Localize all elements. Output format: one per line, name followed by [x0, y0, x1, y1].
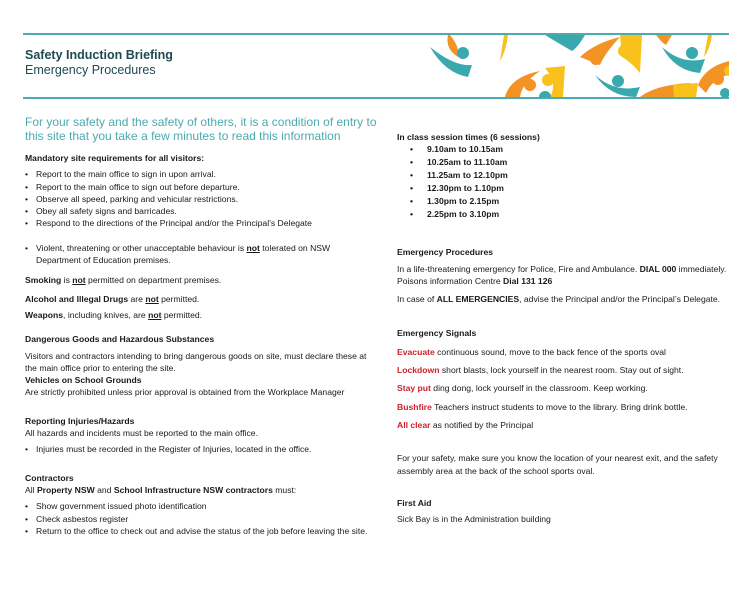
list-item: • Return to the office to check out and advise the status of the job before leaving the site.: [25, 525, 375, 537]
dangerous-goods-heading: Dangerous Goods and Hazardous Substances: [25, 334, 215, 345]
all-emergencies-post: , advise the Principal and/or the Principal’s Delegate.: [519, 294, 721, 305]
session-item: • 1.30pm to 2.15pm: [397, 195, 742, 208]
signal-name: Lockdown: [397, 365, 440, 376]
list-item: • Obey all safety signs and barricades.: [25, 205, 375, 217]
decorative-people-banner: [400, 35, 729, 97]
smoking-line: [25, 274, 375, 286]
vehicles-heading: Vehicles on School Grounds: [25, 375, 142, 386]
injuries-heading: Reporting Injuries/Hazards: [25, 415, 135, 426]
sessions-list: [397, 143, 742, 221]
people-pattern-icon: [400, 35, 729, 97]
procedures-text-end: immediately.: [676, 263, 727, 274]
alcohol-label: Alcohol and Illegal Drugs: [25, 293, 129, 304]
injuries-text: All hazards and incidents must be reported to the main office.: [25, 428, 258, 439]
procedures-line-1: [397, 263, 742, 275]
violence-text-end: tolerated on NSW Department of Education premises.: [36, 242, 331, 266]
intro-text: For your safety and the safety of others, it is a condition of entry to this site that you take a few minutes to read this information: [25, 115, 377, 143]
page-title: Safety Induction Briefing: [25, 48, 173, 62]
poisons-text: Poisons information Centre: [397, 275, 504, 286]
dial-000: DIAL 000: [639, 263, 677, 274]
violence-list: [25, 242, 375, 267]
property-nsw: Property NSW: [36, 484, 95, 495]
all-emergencies: ALL EMERGENCIES: [436, 294, 520, 305]
weapons-line: [25, 309, 375, 321]
not-emphasis: not: [72, 275, 86, 286]
signal-lockdown: [397, 364, 742, 376]
session-item: • 9.10am to 10.15am: [397, 143, 742, 156]
first-aid-text: Sick Bay is in the Administration building: [397, 514, 551, 525]
injuries-list: [25, 443, 375, 455]
not-emphasis: not: [246, 242, 260, 253]
weapons-mid: , including knives, are: [63, 309, 149, 320]
contractors-pre: All: [25, 484, 37, 495]
header-bottom-rule: [23, 97, 729, 99]
list-item: • Show government issued photo identification: [25, 500, 375, 512]
vehicles-text: Are strictly prohibited unless prior approval is obtained from the Workplace Manager: [25, 387, 345, 398]
signal-name: Evacuate: [397, 346, 435, 357]
dangerous-goods-text: Visitors and contractors intending to bring dangerous goods on site, must declare these at the main office prior to entering the site.: [25, 350, 367, 373]
all-emergencies-pre: In case of: [397, 294, 437, 305]
procedures-heading: Emergency Procedures: [397, 247, 494, 258]
list-item: • Report to the main office to sign out before departure.: [25, 181, 375, 193]
procedures-line-3: [397, 293, 742, 305]
school-infrastructure-nsw: School Infrastructure NSW contractors: [113, 484, 273, 495]
signal-all-clear: [397, 419, 742, 431]
sessions-heading: In class session times (6 sessions): [397, 132, 540, 142]
contractors-post: must:: [272, 484, 297, 495]
signal-name: All clear: [397, 419, 431, 430]
weapons-end: permitted.: [161, 309, 203, 320]
alcohol-line: [25, 293, 375, 305]
signal-text: as notified by the Principal: [430, 419, 534, 430]
signal-text: ding dong, lock yourself in the classroom. Keep working.: [430, 383, 648, 394]
not-emphasis: not: [145, 293, 159, 304]
list-item: • Respond to the directions of the Principal and/or the Principal’s Delegate: [25, 217, 375, 229]
signal-evacuate: [397, 346, 742, 358]
page-subtitle: Emergency Procedures: [25, 63, 156, 77]
signal-stay-put: [397, 382, 742, 394]
smoking-end: permitted on department premises.: [85, 275, 222, 286]
alcohol-end: permitted.: [158, 293, 200, 304]
procedures-line-2: [397, 275, 742, 287]
list-item: • Report to the main office to sign in upon arrival.: [25, 168, 375, 180]
violence-item: [25, 242, 375, 267]
list-item: • Injuries must be recorded in the Register of Injuries, located in the office.: [25, 443, 375, 455]
dial-poisons: Dial 131 126: [503, 275, 553, 286]
contractors-list: [25, 500, 375, 537]
alcohol-mid: are: [128, 293, 146, 304]
signal-bushfire: [397, 401, 742, 413]
not-emphasis: not: [148, 309, 162, 320]
left-column: [25, 152, 375, 537]
right-column: [397, 131, 742, 525]
mandatory-list: [25, 168, 375, 229]
signals-heading: Emergency Signals: [397, 328, 477, 339]
session-item: • 10.25am to 11.10am: [397, 156, 742, 169]
contractors-mid: and: [94, 484, 114, 495]
session-item: • 11.25am to 12.10pm: [397, 169, 742, 182]
session-item: • 12.30pm to 1.10pm: [397, 182, 742, 195]
session-item: • 2.25pm to 3.10pm: [397, 208, 742, 221]
first-aid-heading: First Aid: [397, 497, 432, 508]
header-title-block: [25, 48, 173, 78]
list-item: • Check asbestos register: [25, 513, 375, 525]
signal-text: short blasts, lock yourself in the nearest room. Stay out of sight.: [439, 365, 684, 376]
violence-text: Violent, threatening or other unacceptable behaviour is: [36, 242, 247, 253]
mandatory-heading: Mandatory site requirements for all visitors:: [25, 153, 205, 163]
contractors-heading: Contractors: [25, 472, 74, 483]
contractors-text: [25, 484, 375, 496]
exit-note: For your safety, make sure you know the location of your nearest exit, and the safety assembly area at the back of the school sports oval.: [397, 453, 718, 476]
smoking-label: Smoking: [25, 275, 62, 286]
procedures-text: In a life-threatening emergency for Police, Fire and Ambulance.: [397, 263, 640, 274]
signal-name: Stay put: [397, 383, 431, 394]
signal-text: continuous sound, move to the back fence of the sports oval: [434, 346, 666, 357]
signal-name: Bushfire: [397, 401, 432, 412]
list-item: • Observe all speed, parking and vehicular restrictions.: [25, 193, 375, 205]
signal-text: Teachers instruct students to move to the library. Bring drink bottle.: [431, 401, 688, 412]
smoking-mid: is: [61, 275, 73, 286]
weapons-label: Weapons: [25, 309, 64, 320]
